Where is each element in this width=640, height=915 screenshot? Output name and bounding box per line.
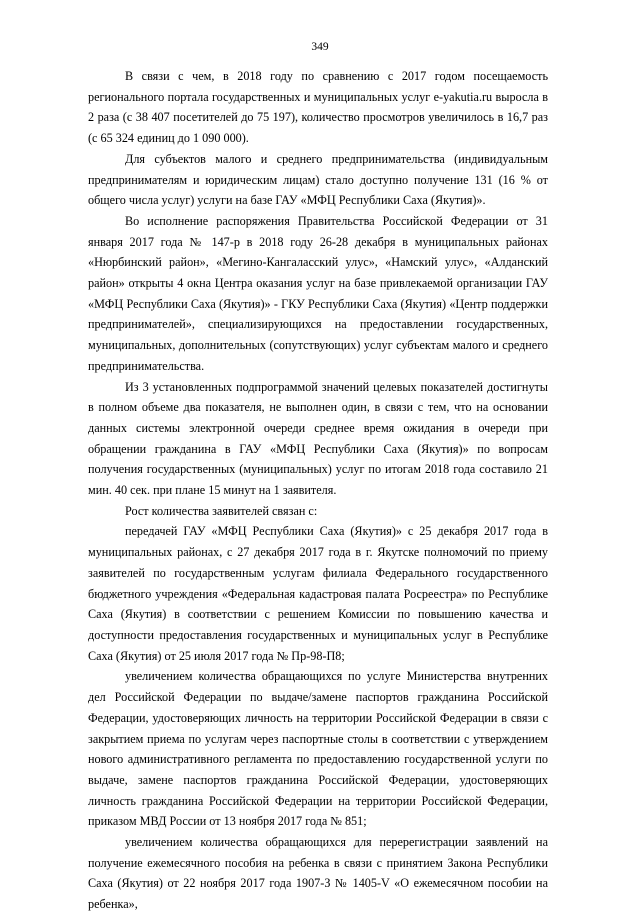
body-text xyxy=(88,66,548,915)
paragraph-target-indicators: Из 3 установленных подпрограммой значений целевых показателей достигнуты в полном объеме два показателя, не выполнен один, в связи с тем, что на основании данных системы электронной очереди среднее время ожидания в очереди при обращении гражданина в ГАУ «МФЦ Республики Саха (Якутия)» по вопросам получения государственных (муниципальных) услуг по итогам 2018 года составило 21 мин. 40 сек. при плане 15 минут на 1 заявителя. xyxy=(88,379,548,498)
paragraph-sme-services: Для субъектов малого и среднего предпринимательства (индивидуальным предпринимателям и юридическим лицам) стало доступно получение 131 (16 % от общего числа услуг) услуги на базе ГАУ «МФЦ Республики Саха (Якутия)». xyxy=(88,151,548,208)
paragraph-passport-services: увеличением количества обращающихся по услуге Министерства внутренних дел Российской Федерации по выдаче/замене паспортов гражданина Российской Федерации, удостоверяющих личность на территории Российской Федерации в связи с закрытием приема по услугам через паспортные столы в соответствии с утверждением нового административного регламента по предоставлению государственной услуги по выдаче, замене паспортов гражданина Российской Федерации, удостоверяющих личность гражданина Российской Федерации на территории Российской Федерации, приказом МВД России от 13 ноября 2017 года № 851; xyxy=(88,669,548,829)
page-number: 349 xyxy=(311,41,329,53)
paragraph-portal-visits: В связи с чем, в 2018 году по сравнению с 2017 годом посещаемость регионального портала государственных и муниципальных услуг e-yakutia.ru выросла в 2 раза (с 38 407 посетителей до 75 197), количество просмотров увеличилось в 16,7 раз (с 65 324 единиц до 1 090 000). xyxy=(88,69,548,146)
paragraph-cadastral-transfer: передачей ГАУ «МФЦ Республики Саха (Якутия)» с 25 декабря 2017 года в муниципальных районах, с 27 декабря 2017 года в г. Якутске полномочий по приему заявителей по государственным услугам филиала Федерального государственного бюджетного учреждения «Федеральная кадастровая палата Росреестра» по Республике Саха (Якутия) в соответствии с решением Комиссии по повышению качества и доступности предоставления государственных и муниципальных услуг в Республике Саха (Якутия) от 25 июля 2017 года № Пр-98-П8; xyxy=(88,524,548,663)
paragraph-service-windows: Во исполнение распоряжения Правительства Российской Федерации от 31 января 2017 года № 147-р в 2018 году 26-28 декабря в муниципальных районах «Нюрбинский район», «Мегино-Кангаласский улус», «Намский улус», «Алданский район» открыты 4 окна Центра оказания услуг на базе привлекаемой организации ГАУ «МФЦ Республики Саха (Якутия)» - ГКУ Республики Саха (Якутия) «Центр поддержки предпринимателей», специализирующихся на предоставлении государственных, муниципальных, дополнительных (сопутствующих) услуг субъектам малого и среднего предпринимательства. xyxy=(88,213,548,373)
paragraph-growth-intro: Рост количества заявителей связан с: xyxy=(125,503,318,518)
paragraph-child-allowance: увеличением количества обращающихся для перерегистрации заявлений на получение ежемесячного пособия на ребенка в связи с принятием Закона Республики Саха (Якутия) от 22 ноября 2017 года 1907-З № 1405-V «О ежемесячном пособии на ребенка», xyxy=(88,835,548,912)
